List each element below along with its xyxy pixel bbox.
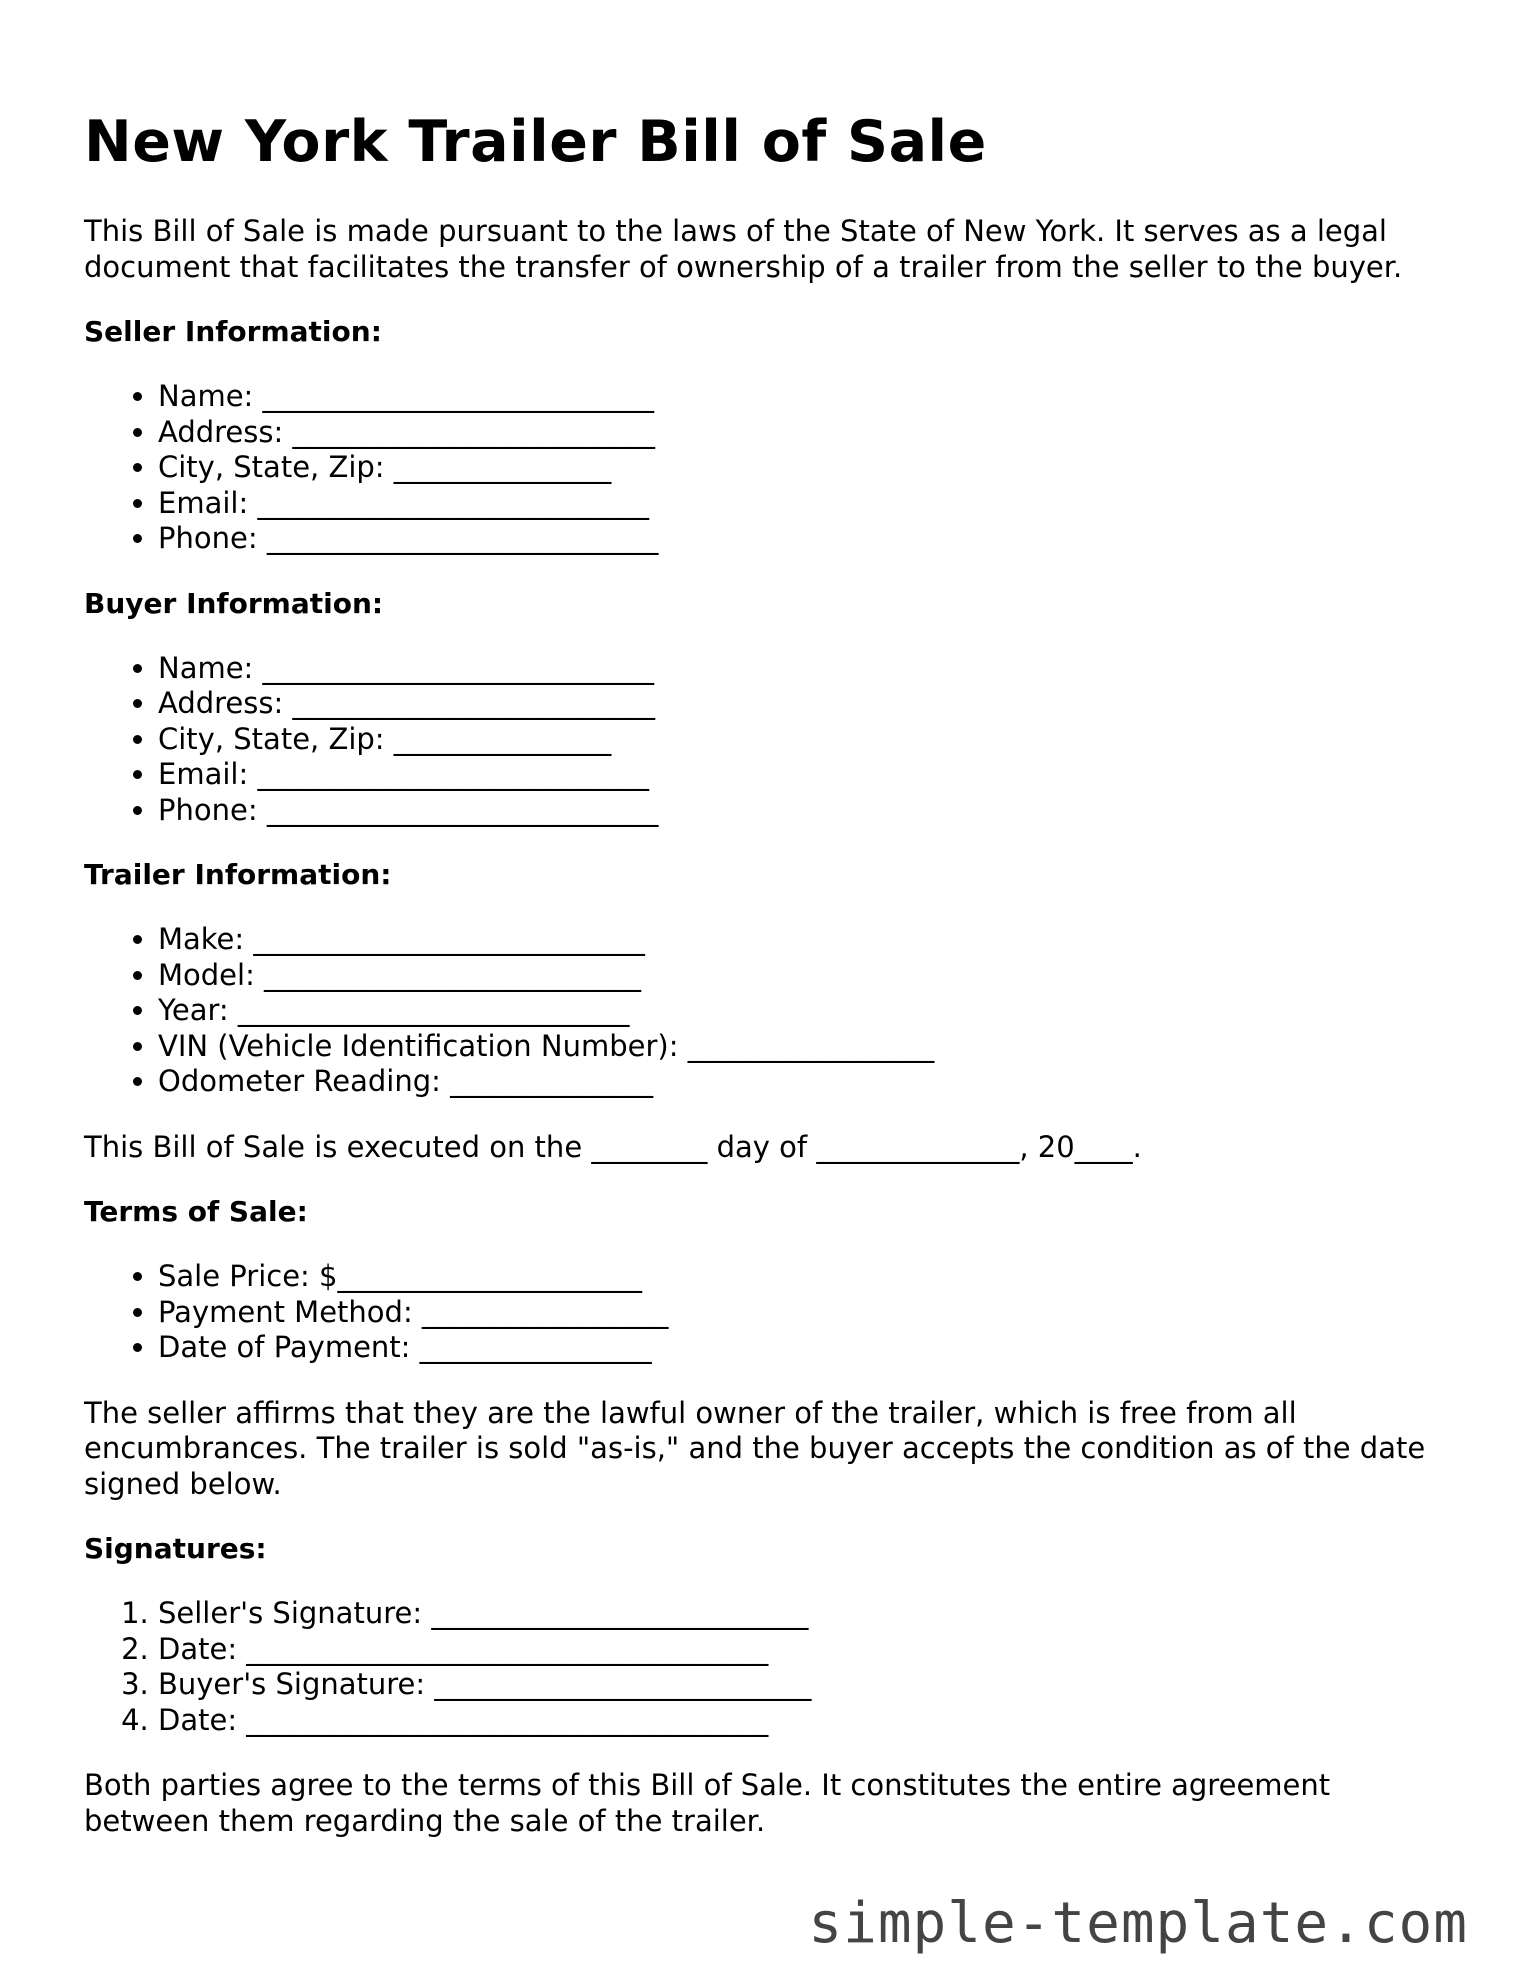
buyer-list [84,651,1444,829]
terms-heading: Terms of Sale: [84,1195,308,1228]
seller-signature-field: 1. Seller's Signature: __________________________ [158,1596,1444,1632]
buyer-phone-field: • Phone: ___________________________ [158,793,1444,829]
document-page [84,100,1444,1839]
seller-city-state-zip-field: • City, State, Zip: _______________ [158,450,1444,486]
buyer-signature-field: 3. Buyer's Signature: __________________________ [158,1667,1444,1703]
signatures-list [84,1596,1444,1738]
affirmation-paragraph: The seller affirms that they are the lawful owner of the trailer, which is free from all encumbrances. The trailer is sold "as-is," and the buyer accepts the condition as of the date signed below. [84,1395,1426,1501]
seller-phone-field: • Phone: ___________________________ [158,521,1444,557]
buyer-heading: Buyer Information: [84,586,384,620]
trailer-list [84,922,1444,1100]
seller-name-field: • Name: ___________________________ [158,379,1444,415]
execution-date-line: This Bill of Sale is executed on the ________ day of ______________, 20____. [84,1129,1142,1164]
document-title: New York Trailer Bill of Sale [84,109,987,175]
seller-address-field: • Address: _________________________ [158,415,1444,451]
trailer-year-field: • Year: ___________________________ [158,993,1444,1029]
buyer-name-field: • Name: ___________________________ [158,651,1444,687]
trailer-make-field: • Make: ___________________________ [158,922,1444,958]
seller-email-field: • Email: ___________________________ [158,486,1444,522]
trailer-heading: Trailer Information: [84,858,392,891]
terms-list [84,1259,1444,1366]
closing-paragraph: Both parties agree to the terms of this Bill of Sale. It constitutes the entire agreement between them regarding the sale of the trailer. [84,1768,1331,1838]
sale-price-field: • Sale Price: $_____________________ [158,1259,1444,1295]
date-of-payment-field: • Date of Payment: ________________ [158,1330,1444,1366]
signatures-heading: Signatures: [84,1532,267,1565]
buyer-address-field: • Address: _________________________ [158,686,1444,722]
intro-paragraph: This Bill of Sale is made pursuant to the laws of the State of New York. It serves as a legal document that facilitates the transfer of ownership of a trailer from the seller to the buyer. [84,214,1403,284]
seller-heading: Seller Information: [84,315,382,348]
trailer-odometer-field: • Odometer Reading: ______________ [158,1064,1444,1100]
payment-method-field: • Payment Method: _________________ [158,1295,1444,1331]
buyer-email-field: • Email: ___________________________ [158,757,1444,793]
trailer-vin-field: • VIN (Vehicle Identification Number): _________________ [158,1029,1444,1065]
buyer-city-state-zip-field: • City, State, Zip: _______________ [158,722,1444,758]
buyer-date-field: 4. Date: ____________________________________ [158,1703,1444,1739]
seller-list [84,379,1444,557]
trailer-model-field: • Model: __________________________ [158,958,1444,994]
watermark: simple-template.com [808,1891,1468,1956]
seller-date-field: 2. Date: ____________________________________ [158,1632,1444,1668]
